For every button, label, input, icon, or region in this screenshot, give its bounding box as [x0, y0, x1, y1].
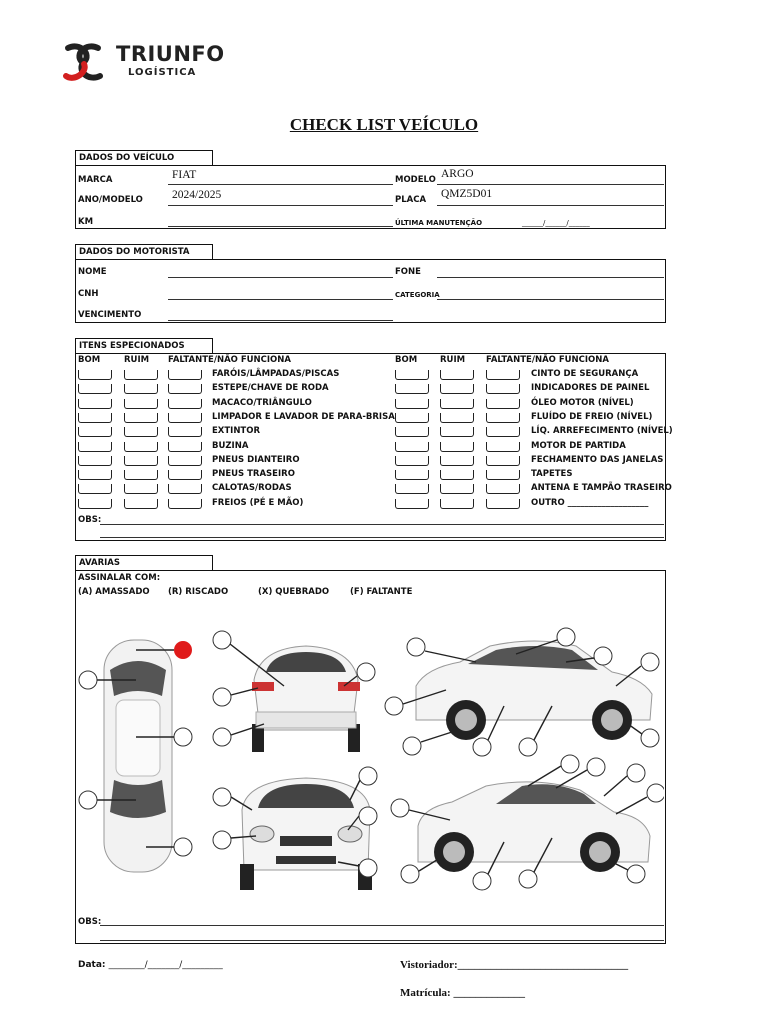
- callout-circle[interactable]: [213, 728, 231, 746]
- car-top-view: [104, 640, 172, 872]
- ano-value[interactable]: 2024/2025: [172, 189, 222, 201]
- callout-circle[interactable]: [519, 870, 537, 888]
- checkbox-bom[interactable]: [395, 413, 429, 423]
- checkbox-faltante[interactable]: [168, 413, 202, 423]
- checkbox-faltante[interactable]: [168, 427, 202, 437]
- callout-circle[interactable]: [79, 791, 97, 809]
- section-tab-driver: DADOS DO MOTORISTA: [75, 244, 213, 259]
- data-value[interactable]: ________/_______/_________: [108, 960, 223, 970]
- checkbox-ruim[interactable]: [124, 456, 158, 466]
- checklist-item-label: MACACO/TRIÂNGULO: [212, 397, 312, 408]
- checklist-item-label: OUTRO ___________________: [531, 497, 649, 508]
- checkbox-bom[interactable]: [78, 427, 112, 437]
- callout-circle[interactable]: [407, 638, 425, 656]
- placa-label: PLACA: [395, 195, 427, 205]
- callout-circle[interactable]: [627, 865, 645, 883]
- col-faltante-right: FALTANTE/NÃO FUNCIONA: [486, 355, 609, 365]
- ano-line: [168, 205, 393, 206]
- callout-circle-marked[interactable]: [174, 641, 192, 659]
- checkbox-ruim[interactable]: [440, 427, 474, 437]
- modelo-line: [437, 184, 664, 185]
- checkbox-bom[interactable]: [78, 370, 112, 380]
- checklist-item-label: CINTO DE SEGURANÇA: [531, 369, 639, 379]
- checkbox-ruim[interactable]: [440, 413, 474, 423]
- checkbox-bom[interactable]: [78, 399, 112, 409]
- vencimento-line[interactable]: [168, 320, 393, 321]
- matricula-field[interactable]: [400, 987, 525, 999]
- callout-circle[interactable]: [473, 872, 491, 890]
- checkbox-faltante[interactable]: [168, 384, 202, 394]
- callout-circle[interactable]: [79, 671, 97, 689]
- damage-obs-label: OBS:: [78, 917, 102, 927]
- checkbox-bom[interactable]: [78, 499, 112, 509]
- placa-value[interactable]: QMZ5D01: [441, 188, 493, 200]
- checkbox-faltante[interactable]: [168, 499, 202, 509]
- legend-faltante: (F) FALTANTE: [350, 587, 413, 597]
- callout-circle[interactable]: [357, 663, 375, 681]
- checkbox-bom[interactable]: [395, 370, 429, 380]
- checklist-item-label: ESTEPE/CHAVE DE RODA: [212, 383, 329, 394]
- callout-circle[interactable]: [359, 767, 377, 785]
- checkbox-ruim[interactable]: [440, 484, 474, 494]
- ano-label: ANO/MODELO: [78, 195, 143, 205]
- callout-circle[interactable]: [561, 755, 579, 773]
- col-bom-right: BOM: [395, 355, 418, 365]
- callout-circle[interactable]: [385, 697, 403, 715]
- data-field[interactable]: [78, 960, 223, 970]
- checkbox-ruim[interactable]: [124, 499, 158, 509]
- page-title: [0, 115, 768, 135]
- checkbox-bom[interactable]: [395, 427, 429, 437]
- checkbox-ruim[interactable]: [440, 370, 474, 380]
- manutencao-value[interactable]: ______/______/______: [522, 219, 590, 227]
- modelo-label: MODELO: [395, 175, 436, 185]
- callout-circle[interactable]: [174, 838, 192, 856]
- checkbox-bom[interactable]: [395, 384, 429, 394]
- manutencao-label: ÚLTIMA MANUTENÇÃO: [395, 219, 483, 227]
- items-obs-line-1[interactable]: [100, 524, 664, 525]
- checkbox-bom[interactable]: [395, 499, 429, 509]
- callout-circle[interactable]: [213, 631, 231, 649]
- callout-circle[interactable]: [391, 799, 409, 817]
- section-tab-vehicle: DADOS DO VEÍCULO: [75, 150, 213, 165]
- checkbox-faltante[interactable]: [486, 384, 520, 394]
- checklist-item-label: INDICADORES DE PAINEL: [531, 383, 650, 394]
- callout-circle[interactable]: [587, 758, 605, 776]
- driver-box: [75, 259, 666, 323]
- callout-circle[interactable]: [401, 865, 419, 883]
- checkbox-faltante[interactable]: [168, 484, 202, 494]
- callout-circle[interactable]: [213, 688, 231, 706]
- vistoriador-field[interactable]: [400, 959, 628, 971]
- checkbox-ruim[interactable]: [440, 399, 474, 409]
- data-label: Data:: [78, 960, 106, 970]
- checkbox-bom[interactable]: [395, 484, 429, 494]
- checkbox-ruim[interactable]: [124, 442, 158, 452]
- assinalar-label: ASSINALAR COM:: [78, 573, 161, 583]
- legend-amassado: (A) AMASSADO: [78, 587, 150, 597]
- nome-line[interactable]: [168, 277, 393, 278]
- checklist-item-label: LÍQ. ARREFECIMENTO (NÍVEL): [531, 426, 673, 437]
- checkbox-ruim[interactable]: [440, 442, 474, 452]
- categoria-label: CATEGORIA: [395, 291, 440, 299]
- callout-circle[interactable]: [174, 728, 192, 746]
- company-logo: [58, 40, 225, 86]
- callout-circle[interactable]: [403, 737, 421, 755]
- callout-circle[interactable]: [359, 807, 377, 825]
- logo-name: TRIUNFO: [116, 42, 225, 66]
- checkbox-bom[interactable]: [395, 399, 429, 409]
- checkbox-ruim[interactable]: [440, 384, 474, 394]
- checklist-item-label: PNEUS TRASEIRO: [212, 469, 295, 480]
- items-obs-label: OBS:: [78, 515, 102, 525]
- checklist-item-label: ANTENA E TAMPÃO TRASEIRO: [531, 483, 672, 494]
- marca-line: [168, 184, 393, 185]
- section-tab-items: ITENS ESPECIONADOS: [75, 338, 213, 353]
- checklist-item-label: PNEUS DIANTEIRO: [212, 454, 300, 465]
- legend-riscado: (R) RISCADO: [168, 587, 229, 597]
- checkbox-bom[interactable]: [395, 470, 429, 480]
- checkbox-bom[interactable]: [78, 442, 112, 452]
- checkbox-faltante[interactable]: [486, 442, 520, 452]
- km-label: KM: [78, 217, 94, 227]
- nome-label: NOME: [78, 267, 107, 277]
- checklist-item-label: MOTOR DE PARTIDA: [531, 440, 626, 451]
- checkbox-bom[interactable]: [395, 456, 429, 466]
- damage-obs-line-1[interactable]: [100, 925, 664, 926]
- checkbox-bom[interactable]: [78, 456, 112, 466]
- col-ruim-left: RUIM: [124, 355, 150, 365]
- col-bom-left: BOM: [78, 355, 101, 365]
- checkbox-faltante[interactable]: [168, 456, 202, 466]
- vistoriador-label: Vistoriador:: [400, 959, 458, 971]
- logo-subtitle: LOGÍSTICA: [128, 67, 197, 78]
- checkbox-faltante[interactable]: [168, 442, 202, 452]
- vencimento-label: VENCIMENTO: [78, 310, 142, 320]
- callout-circle[interactable]: [473, 738, 491, 756]
- checkbox-faltante[interactable]: [486, 399, 520, 409]
- checklist-item-label: BUZINA: [212, 440, 249, 451]
- checkbox-bom[interactable]: [78, 470, 112, 480]
- car-side-view-left: [418, 782, 650, 872]
- items-obs-line-2[interactable]: [100, 537, 664, 538]
- checklist-item-label: FLUÍDO DE FREIO (NÍVEL): [531, 411, 653, 422]
- checkbox-bom[interactable]: [78, 384, 112, 394]
- matricula-label: Matrícula:: [400, 987, 451, 999]
- checkbox-bom[interactable]: [78, 484, 112, 494]
- checkbox-ruim[interactable]: [440, 470, 474, 480]
- col-ruim-right: RUIM: [440, 355, 466, 365]
- fone-line[interactable]: [437, 277, 664, 278]
- matricula-line[interactable]: _____________: [453, 987, 525, 999]
- damage-obs-line-2[interactable]: [100, 940, 664, 941]
- placa-line: [437, 205, 664, 206]
- checkbox-ruim[interactable]: [124, 484, 158, 494]
- checkbox-faltante[interactable]: [486, 484, 520, 494]
- checklist-item-label: FECHAMENTO DAS JANELAS: [531, 454, 664, 465]
- checkbox-ruim[interactable]: [124, 399, 158, 409]
- checkbox-faltante[interactable]: [486, 456, 520, 466]
- checkbox-bom[interactable]: [78, 413, 112, 423]
- callout-circle[interactable]: [557, 628, 575, 646]
- checklist-item-label: FREIOS (PÉ E MÃO): [212, 497, 304, 508]
- callout-circle[interactable]: [213, 831, 231, 849]
- checkbox-faltante[interactable]: [486, 427, 520, 437]
- checkbox-faltante[interactable]: [486, 499, 520, 509]
- checklist-item-label: LIMPADOR E LAVADOR DE PARA-BRISA: [212, 411, 395, 422]
- callout-circle[interactable]: [641, 729, 659, 747]
- vistoriador-line[interactable]: _______________________________: [457, 959, 629, 971]
- checkbox-ruim[interactable]: [124, 427, 158, 437]
- modelo-value[interactable]: ARGO: [441, 168, 474, 180]
- cnh-label: CNH: [78, 289, 99, 299]
- checkbox-ruim[interactable]: [124, 384, 158, 394]
- marca-label: MARCA: [78, 175, 113, 185]
- checkbox-faltante[interactable]: [486, 370, 520, 380]
- checkbox-ruim[interactable]: [440, 499, 474, 509]
- callout-circle[interactable]: [594, 647, 612, 665]
- cnh-line[interactable]: [168, 299, 393, 300]
- categoria-line[interactable]: [437, 299, 664, 300]
- marca-value[interactable]: FIAT: [172, 169, 197, 181]
- col-faltante-left: FALTANTE/NÃO FUNCIONA: [168, 355, 291, 365]
- callout-circle[interactable]: [359, 859, 377, 877]
- callout-circle[interactable]: [641, 653, 659, 671]
- callout-circle[interactable]: [627, 764, 645, 782]
- car-damage-diagram[interactable]: [76, 600, 664, 910]
- car-side-view-right: [416, 641, 652, 740]
- section-tab-damage: AVARIAS: [75, 555, 213, 570]
- checklist-item-label: TAPETES: [531, 469, 573, 480]
- callout-circle[interactable]: [213, 788, 231, 806]
- checkbox-ruim[interactable]: [440, 456, 474, 466]
- callout-circle[interactable]: [647, 784, 664, 802]
- fone-label: FONE: [395, 267, 421, 277]
- checkbox-faltante[interactable]: [168, 399, 202, 409]
- checkbox-faltante[interactable]: [168, 370, 202, 380]
- legend-quebrado: (X) QUEBRADO: [258, 587, 330, 597]
- triunfo-logo-icon: [58, 40, 108, 86]
- checkbox-faltante[interactable]: [486, 413, 520, 423]
- callout-circle[interactable]: [519, 738, 537, 756]
- checkbox-faltante[interactable]: [168, 470, 202, 480]
- car-rear-view: [252, 646, 360, 752]
- checklist-item-label: EXTINTOR: [212, 426, 261, 437]
- checklist-item-label: ÓLEO MOTOR (NÍVEL): [531, 397, 634, 408]
- checkbox-ruim[interactable]: [124, 470, 158, 480]
- checklist-item-label: FARÓIS/LÂMPADAS/PISCAS: [212, 369, 340, 379]
- checkbox-bom[interactable]: [395, 442, 429, 452]
- km-line[interactable]: [168, 226, 393, 227]
- checkbox-ruim[interactable]: [124, 413, 158, 423]
- checkbox-ruim[interactable]: [124, 370, 158, 380]
- checkbox-faltante[interactable]: [486, 470, 520, 480]
- title-text: CHECK LIST VEÍCULO: [289, 115, 479, 134]
- checklist-item-label: CALOTAS/RODAS: [212, 483, 292, 494]
